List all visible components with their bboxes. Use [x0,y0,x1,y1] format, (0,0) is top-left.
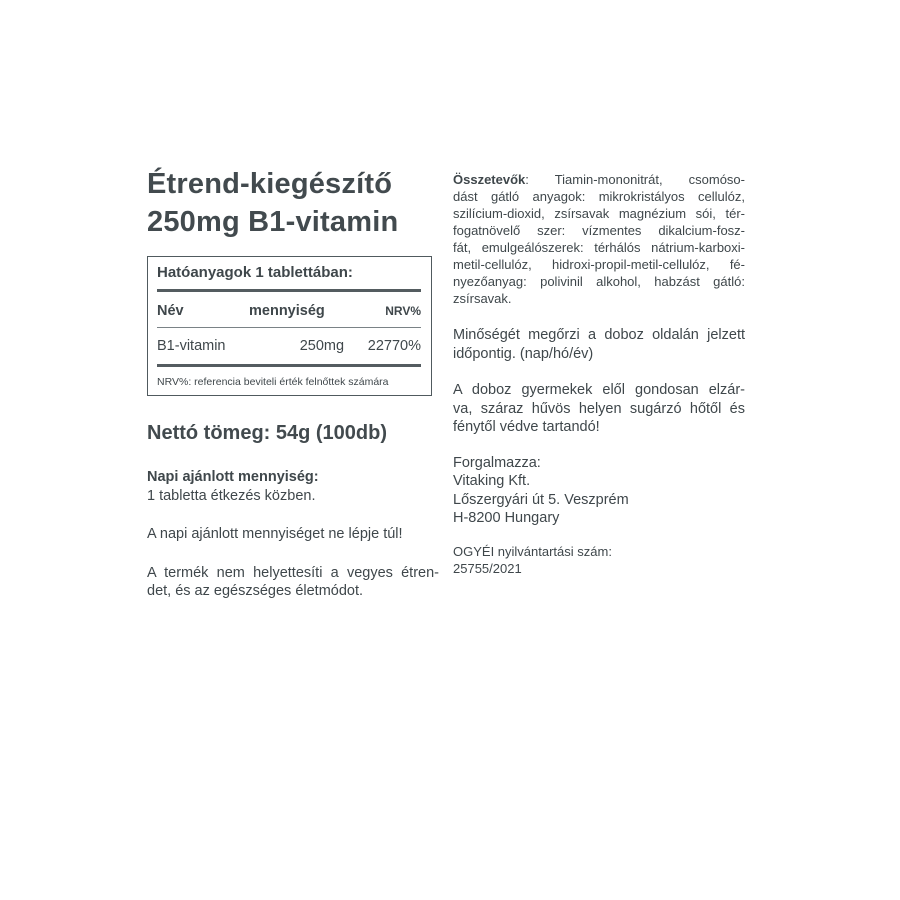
column-header-nrv: NRV% [385,304,421,318]
ingredients-block [453,171,745,307]
product-title [147,165,439,241]
left-column [147,165,439,601]
nutrient-quantity: 250mg [299,338,345,354]
column-header-name: Név [157,303,184,319]
best-before-block [453,326,745,363]
ingredients-line-1: Összetevők: Tiamin-mononitrát, csomóso- [453,172,745,187]
dosage-label: Napi ajánlott mennyiség: [147,469,319,485]
ingredients-line-5: fát, emulgeálószerek: térhálós nátrium-karboxi- [453,240,745,255]
diet-warning [147,564,439,601]
dosage-text: 1 tabletta étkezés közben. [147,487,316,504]
diet-warning-line-2: det, és az egészséges életmódot. [147,583,364,599]
registration-block [453,543,745,577]
best-before-line-1: Minőségét megőrzi a doboz oldalán jelzett [453,327,745,343]
distributor-company: Vitaking Kft. [453,473,531,489]
storage-block [453,381,745,437]
ingredients-line-6: metil-cellulóz, hidroxi-propil-metil-cellulóz, fé- [453,257,745,272]
storage-line-1: A doboz gyermekek elől gondosan elzár- [453,382,745,398]
nutrient-name: B1-vitamin [157,338,226,354]
distributor-city: H-8200 Hungary [453,510,560,526]
right-column [453,171,745,577]
dosage-block [147,468,439,505]
title-line-2: 250mg B1-vitamin [147,206,399,238]
ingredients-line-2: dást gátló anyagok: mikrokristályos cellulóz, [453,189,745,204]
distributor-street: Lőszergyári út 5. Veszprém [453,491,629,508]
ingredients-label: Összetevők [453,172,526,187]
ingredients-line-7: nyezőanyag: polivinil alkohol, habzást gátló: [453,274,745,289]
nutrient-nrv: 22770% [367,338,421,354]
table-row [157,328,421,367]
storage-line-2: va, száraz hűvös helyen sugárzó hőtől és [453,400,745,417]
ingredients-line-3: szilícium-dioxid, zsírsavak magnézium sói, tér- [453,206,745,221]
ingredients-line-4: fogatnövelő szer: vízmentes dikalcium-fosz- [453,223,745,238]
diet-warning-line-1: A termék nem helyettesíti a vegyes étren- [147,564,439,581]
distributor-block [453,454,745,528]
nutrition-table-heading: Hatóanyagok 1 tablettában: [157,263,421,292]
storage-line-3: fénytől védve tartandó! [453,419,600,435]
best-before-line-2: időpontig. (nap/hó/év) [453,345,594,362]
distributor-label: Forgalmazza: [453,454,541,471]
net-weight: Nettó tömeg: 54g (100db) [147,422,388,444]
registration-label: OGYÉI nyilvántartási szám: [453,543,612,559]
nutrition-table-header-row [157,292,421,328]
nutrition-table [147,256,432,396]
title-line-1: Étrend-kiegészítő [147,168,393,200]
nutrition-table-footnote: NRV%: referencia beviteli érték felnőttek számára [157,376,389,388]
dose-warning: A napi ajánlott mennyiséget ne lépje túl! [147,526,403,542]
registration-number: 25755/2021 [453,560,522,576]
column-header-quantity: mennyiség [249,303,325,319]
ingredients-line-8: zsírsavak. [453,291,512,306]
